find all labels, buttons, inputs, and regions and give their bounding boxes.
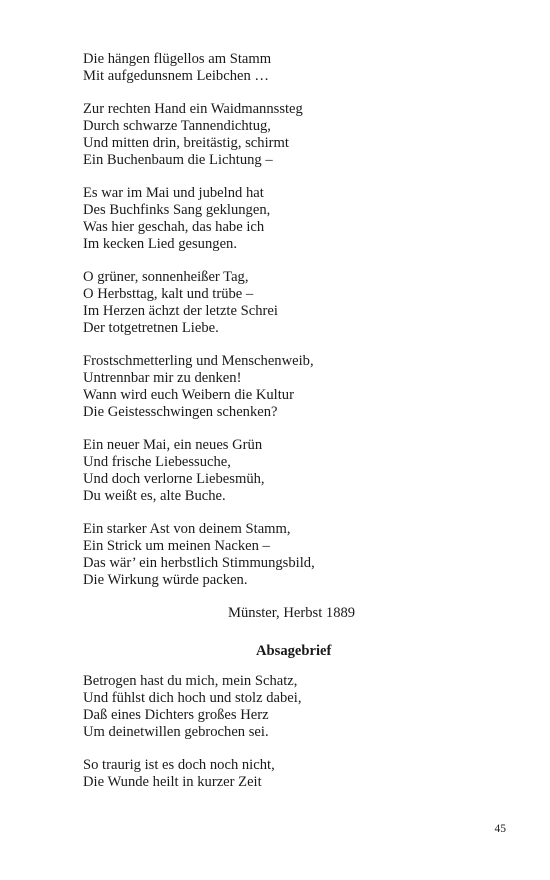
verse-line: Das wär’ ein herbstlich Stimmungsbild, — [83, 555, 315, 571]
poem1-stanza-2 — [83, 101, 463, 169]
verse-line: O grüner, sonnenheißer Tag, — [83, 269, 249, 285]
verse-line: Ein neuer Mai, ein neues Grün — [83, 437, 263, 453]
verse-line: Und fühlst dich hoch und stolz dabei, — [83, 690, 302, 706]
poem1-stanza-5 — [83, 353, 463, 421]
verse-line: Ein starker Ast von deinem Stamm, — [83, 521, 291, 537]
verse-line: Und doch verlorne Liebesmüh, — [83, 471, 265, 487]
verse-line: Um deinetwillen gebrochen sei. — [83, 724, 269, 740]
verse-line: Zur rechten Hand ein Waidmannssteg — [83, 101, 303, 117]
verse-line: Du weißt es, alte Buche. — [83, 488, 226, 504]
poem1-stanza-6 — [83, 437, 463, 505]
poem1-place-date: Münster, Herbst 1889 — [228, 605, 356, 621]
poem2-stanza-1 — [83, 673, 463, 741]
poem1-stanza-3 — [83, 185, 463, 253]
verse-line: Durch schwarze Tannendichtug, — [83, 118, 271, 134]
verse-line: Es war im Mai und jubelnd hat — [83, 185, 264, 201]
verse-line: Und frische Liebessuche, — [83, 454, 231, 470]
verse-line: Und mitten drin, breitästig, schirmt — [83, 135, 289, 151]
poem2-title: Absagebrief — [256, 643, 332, 659]
verse-line: Des Buchfinks Sang geklungen, — [83, 202, 271, 218]
verse-line: Frostschmetterling und Menschenweib, — [83, 353, 314, 369]
verse-line: Ein Strick um meinen Nacken – — [83, 538, 270, 554]
verse-line: Im Herzen ächzt der letzte Schrei — [83, 303, 278, 319]
verse-line: Wann wird euch Weibern die Kultur — [83, 387, 294, 403]
verse-line: Die Geistesschwingen schenken? — [83, 404, 278, 420]
poem1-stanza-7 — [83, 521, 463, 589]
verse-line: Betrogen hast du mich, mein Schatz, — [83, 673, 298, 689]
verse-line: Daß eines Dichters großes Herz — [83, 707, 269, 723]
verse-line: O Herbsttag, kalt und trübe – — [83, 286, 254, 302]
verse-line: Im kecken Lied gesungen. — [83, 236, 237, 252]
page-number: 45 — [494, 823, 506, 835]
poem1-stanza-1 — [83, 51, 463, 85]
poem2-stanza-2 — [83, 757, 463, 791]
page-text — [83, 51, 463, 807]
verse-line: Die hängen flügellos am Stamm — [83, 51, 272, 67]
verse-line: Was hier geschah, das habe ich — [83, 219, 265, 235]
verse-line: So traurig ist es doch noch nicht, — [83, 757, 275, 773]
verse-line: Die Wunde heilt in kurzer Zeit — [83, 774, 262, 790]
poem1-stanza-4 — [83, 269, 463, 337]
verse-line: Der totgetretnen Liebe. — [83, 320, 219, 336]
verse-line: Die Wirkung würde packen. — [83, 572, 248, 588]
verse-line: Mit aufgedunsnem Leibchen … — [83, 68, 270, 84]
verse-line: Untrennbar mir zu denken! — [83, 370, 242, 386]
verse-line: Ein Buchenbaum die Lichtung – — [83, 152, 273, 168]
